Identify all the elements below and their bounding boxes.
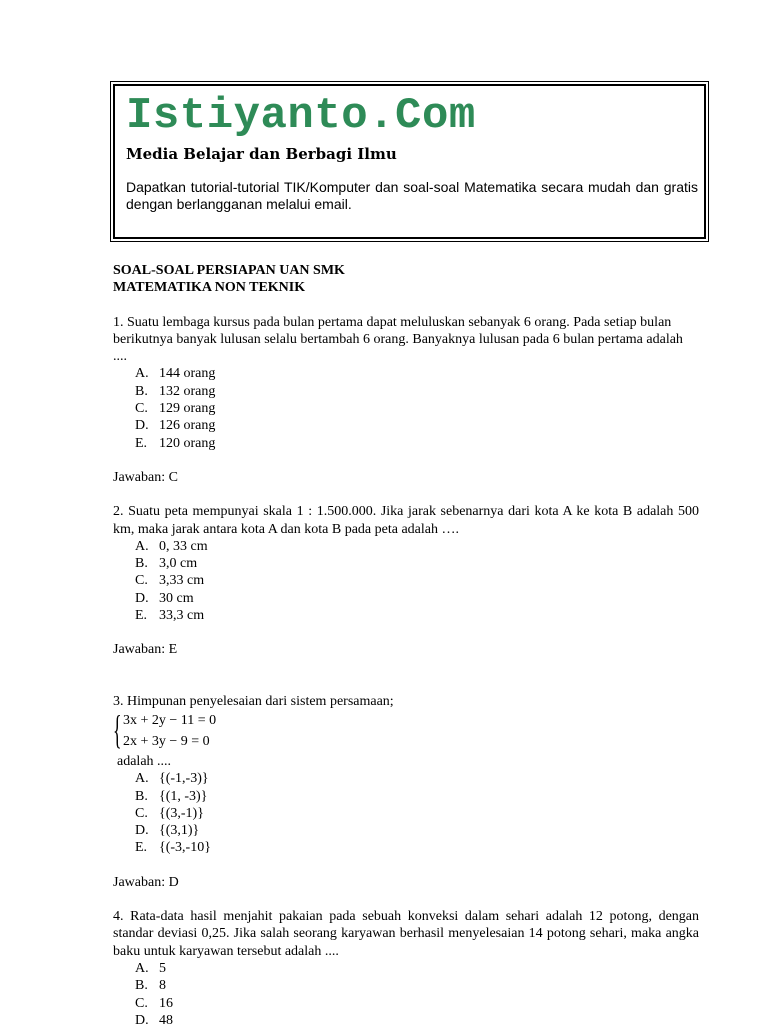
option-b xyxy=(113,788,699,805)
option-letter: E. xyxy=(135,608,148,624)
site-title: Istiyanto.Com xyxy=(126,91,476,141)
document-body xyxy=(113,262,699,1029)
option-d xyxy=(113,822,699,839)
option-c xyxy=(113,572,699,589)
site-description: Dapatkan tutorial-tutorial TIK/Komputer dan soal-soal Matematika secara mudah dan gratis dengan berlangganan melalui email. xyxy=(126,179,698,212)
option-b xyxy=(113,555,699,572)
spacer xyxy=(113,659,699,693)
spacer xyxy=(113,297,699,314)
option-a xyxy=(113,770,699,787)
doc-title-line1: SOAL-SOAL PERSIAPAN UAN SMK xyxy=(113,263,345,278)
question-suffix: adalah .... xyxy=(117,753,172,769)
spacer xyxy=(113,486,699,503)
question-2 xyxy=(113,503,699,658)
option-d xyxy=(113,590,699,607)
option-text: 8 xyxy=(159,978,166,994)
question-text: 3. Himpunan penyelesaian dari sistem persamaan; xyxy=(113,693,394,709)
option-letter: E. xyxy=(135,840,148,856)
option-text: 5 xyxy=(159,960,166,976)
spacer xyxy=(113,624,699,641)
option-letter: C. xyxy=(135,401,148,417)
option-d xyxy=(113,1012,699,1029)
question-4 xyxy=(113,908,699,1029)
option-c xyxy=(113,995,699,1012)
option-text: 126 orang xyxy=(159,418,216,434)
option-letter: B. xyxy=(135,383,148,399)
option-d xyxy=(113,417,699,434)
options-list xyxy=(113,365,699,451)
option-text: 16 xyxy=(159,995,173,1011)
options-list xyxy=(113,538,699,624)
doc-title-line2: MATEMATIKA NON TEKNIK xyxy=(113,280,306,296)
option-letter: D. xyxy=(135,1012,149,1028)
option-text: {(-3,-10} xyxy=(159,840,211,856)
option-c xyxy=(113,805,699,822)
spacer xyxy=(113,452,699,469)
option-letter: A. xyxy=(135,960,149,976)
question-text: 1. Suatu lembaga kursus pada bulan pertama dapat meluluskan sebanyak 6 orang. Pada setiap bulan berikutnya banyak lulusan selalu bertambah 6 orang. Banyaknya lulusan pada 6 bulan pertama adalah .... xyxy=(113,314,683,365)
spacer xyxy=(113,891,699,908)
header-box xyxy=(110,81,709,242)
options-list xyxy=(113,770,699,856)
option-letter: B. xyxy=(135,788,148,804)
question-text: 2. Suatu peta mempunyai skala 1 : 1.500.000. Jika jarak sebenarnya dari kota A ke kota B adalah 500 km, maka jarak antara kota A dan kota B pada peta adalah …. xyxy=(113,504,699,537)
option-e xyxy=(113,435,699,452)
option-text: 3,0 cm xyxy=(159,556,198,572)
option-c xyxy=(113,400,699,417)
option-text: 3,33 cm xyxy=(159,573,205,589)
option-letter: D. xyxy=(135,823,149,839)
left-brace: { xyxy=(113,706,122,752)
option-letter: B. xyxy=(135,978,148,994)
option-letter: B. xyxy=(135,556,148,572)
option-text: 30 cm xyxy=(159,590,194,606)
option-text: 48 xyxy=(159,1012,173,1028)
spacer xyxy=(113,857,699,874)
option-text: 33,3 cm xyxy=(159,608,205,624)
option-text: {(3,-1)} xyxy=(159,805,204,821)
option-text: 144 orang xyxy=(159,366,216,382)
option-letter: C. xyxy=(135,805,148,821)
option-text: 132 orang xyxy=(159,383,216,399)
header-inner-border xyxy=(113,84,706,239)
option-b xyxy=(113,977,699,994)
option-text: {(-1,-3)} xyxy=(159,771,209,787)
answer: Jawaban: E xyxy=(113,642,178,658)
equation-2: 2x + 3y − 9 = 0 xyxy=(123,733,210,749)
option-text: {(1, -3)} xyxy=(159,788,208,804)
option-letter: A. xyxy=(135,366,149,382)
option-text: 0, 33 cm xyxy=(159,538,208,554)
option-e xyxy=(113,839,699,856)
option-text: {(3,1)} xyxy=(159,823,200,839)
option-letter: A. xyxy=(135,538,149,554)
question-text: 4. Rata-data hasil menjahit pakaian pada sebuah konveksi dalam sehari adalah 12 potong, dengan standar deviasi 0,25. Jika salah seorang karyawan berhasil menyelesaian 14 potong sehari, maka angka baku untuk karyawan tersebut adalah .... xyxy=(113,909,699,959)
question-1 xyxy=(113,314,699,487)
question-3 xyxy=(113,693,699,891)
option-text: 120 orang xyxy=(159,435,216,451)
site-tagline: Media Belajar dan Berbagi Ilmu xyxy=(126,145,397,163)
option-text: 129 orang xyxy=(159,401,216,417)
options-list xyxy=(113,960,699,1029)
equation-1: 3x + 2y − 11 = 0 xyxy=(123,712,217,728)
option-letter: C. xyxy=(135,573,148,589)
answer: Jawaban: C xyxy=(113,469,178,485)
option-b xyxy=(113,383,699,400)
option-letter: A. xyxy=(135,771,149,787)
option-letter: E. xyxy=(135,435,148,451)
equation-system xyxy=(113,706,699,753)
option-a xyxy=(113,538,699,555)
option-letter: D. xyxy=(135,418,149,434)
option-a xyxy=(113,365,699,382)
answer: Jawaban: D xyxy=(113,874,179,890)
option-letter: C. xyxy=(135,995,148,1011)
option-e xyxy=(113,607,699,624)
option-a xyxy=(113,960,699,977)
option-letter: D. xyxy=(135,590,149,606)
